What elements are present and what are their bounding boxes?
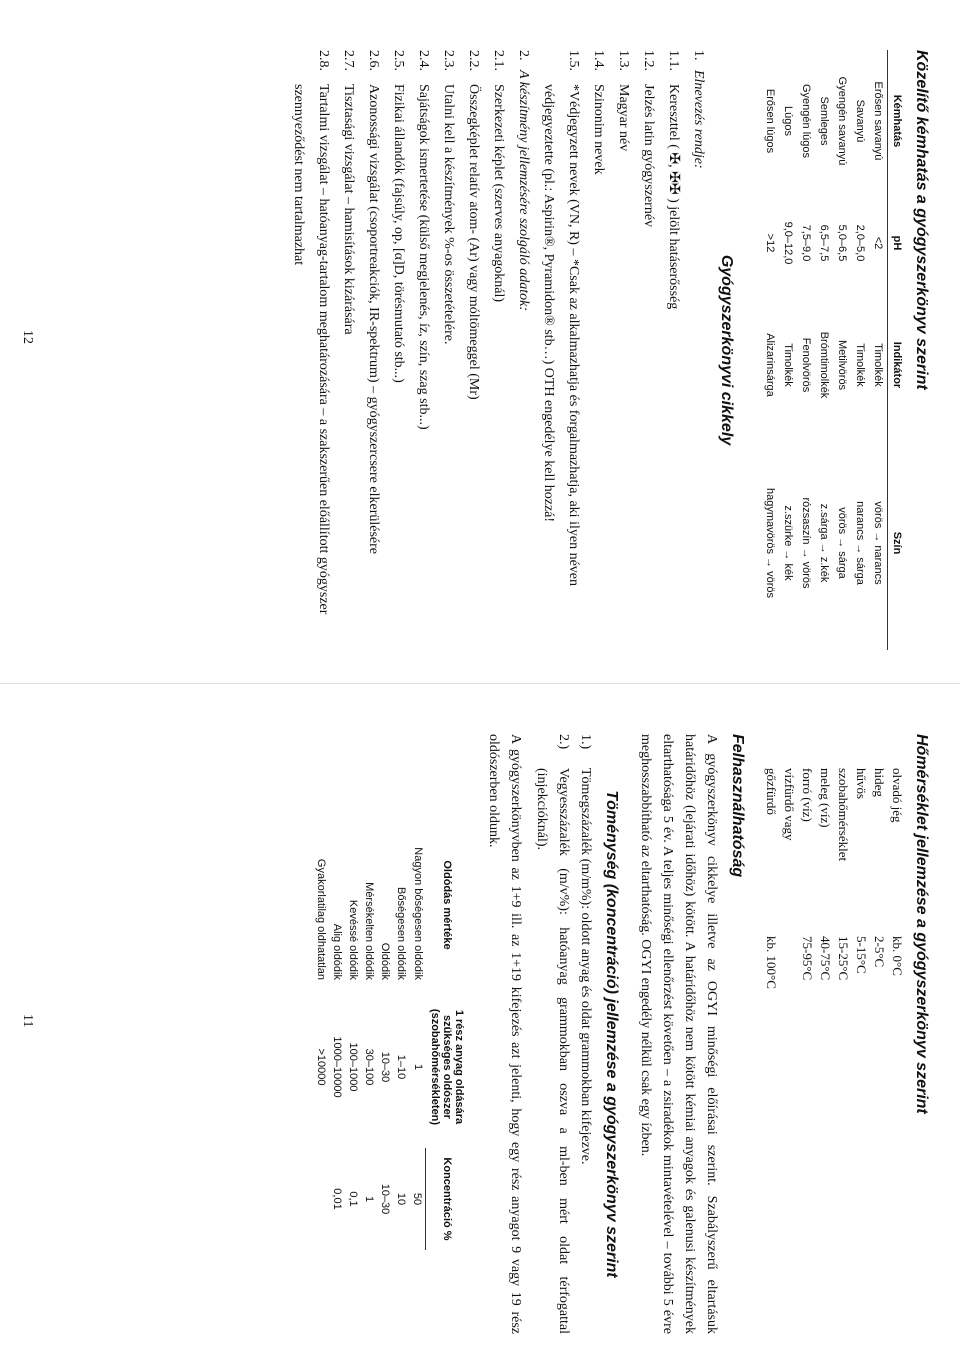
temperature-name: gőzfürdő: [764, 768, 779, 815]
ph-row: [761, 50, 779, 650]
page-divider: [0, 683, 960, 684]
ph-value: 7,5–9,0: [800, 224, 812, 262]
ph-value: 5,0–6,5: [836, 224, 848, 262]
sol-header-solvent: 1 rész anyag oldására szükséges oldószer (szobahőmérsékleten): [429, 1008, 465, 1126]
ph-indikator: Timolkék: [872, 343, 884, 387]
article-item: [411, 50, 436, 650]
articles-list: [286, 50, 711, 650]
concentration-item: [530, 734, 574, 1334]
solubility-row: [410, 824, 427, 1250]
ph-kemhatas: Gyengén lúgos: [800, 84, 812, 158]
ph-szin: hagymavörös → vörös: [764, 487, 776, 599]
ph-header-ph: pH: [888, 192, 907, 294]
article-item-text: Fizikai állandók (fajsúly, op, [α]D, törésmutató stb...): [391, 84, 406, 383]
article-item-text: Szinonim nevek: [591, 84, 606, 175]
ph-row: [815, 50, 833, 650]
article-item-text: Kereszttel ( ✠, ✠✠ ) jelölt hatáserősség: [666, 84, 681, 310]
ph-indikator: Alizarinsárga: [764, 333, 776, 397]
temperature-row: [888, 764, 906, 993]
sol-degree: Kevéssé oldódik: [347, 899, 360, 980]
article-item-number: 1.2.: [641, 50, 656, 71]
article-item-number: 2.3.: [441, 50, 456, 71]
article-item-number: 2.: [516, 50, 531, 61]
sol-conc: [314, 1148, 330, 1250]
page-12: [0, 0, 960, 683]
temperature-row: [870, 764, 888, 993]
ph-row: [779, 50, 797, 650]
article-item-number: 2.4.: [416, 50, 431, 71]
solubility-row: [394, 824, 410, 1250]
ph-szin: narancs → sárga: [854, 501, 866, 585]
article-item: [286, 50, 336, 650]
temperature-value: 5-15°C: [854, 936, 869, 974]
article-item-number: 1.3.: [616, 50, 631, 71]
temperature-row: [762, 764, 780, 993]
sol-solvent: 100–1000: [347, 1042, 360, 1092]
sol-degree: Gyakorlatilag oldhatatlan: [315, 858, 328, 980]
article-item: [511, 50, 536, 650]
article-item-text: Sajátságok ismertetése (külső megjelenés, íz, szín, szag stb...): [416, 84, 431, 430]
article-item-text: Azonossági vizsgálat (csoportreakciók, IR-spektrum) – gyógyszercsere elkerülésére: [366, 84, 381, 554]
ph-value: 9,0–12,0: [782, 221, 794, 265]
sol-conc: 0,1: [347, 1191, 360, 1207]
article-item: [686, 50, 711, 650]
article-item-text: A készítmény jellemzésére szolgáló adatok:: [516, 70, 531, 312]
concentration-item-text: Vegyesszázalék (m/v%): hatóanyag grammokban oszva a ml-ben mért oldat térfogattal (injekcióknál).: [534, 768, 571, 1334]
article-item-text: Magyar név: [616, 84, 631, 152]
ph-indikator: Brómtimolkék: [818, 331, 830, 399]
temperature-value: kb. 0°C: [890, 936, 905, 976]
ph-kemhatas: Erősen savanyú: [872, 81, 884, 161]
solubility-row: [346, 824, 362, 1250]
article-item: [486, 50, 511, 650]
article-item-text: Tartalmi vizsgálat – hatóanyag-tartalom meghatározására – a szakszerűen előállított gyógyszer szennyeződést nem tartalmazhat: [291, 84, 331, 615]
temperature-name: meleg (víz): [818, 768, 833, 828]
ph-szin: rózsaszín → vörös: [800, 497, 812, 589]
article-item-number: 1.4.: [591, 50, 606, 71]
page-11: [0, 684, 960, 1367]
sol-header-conc: Koncentráció %: [426, 1148, 468, 1250]
sol-degree: Alig oldódik: [331, 923, 344, 980]
article-item-text: Tisztasági vizsgálat – hamisítások kizárására: [341, 84, 356, 335]
temperature-row: [852, 764, 870, 993]
sol-degree: Nagyon bőségesen oldódik: [411, 847, 424, 980]
ph-table: [761, 50, 906, 650]
ph-header-indikator: Indikátor: [888, 294, 907, 436]
sol-solvent: 1–10: [395, 1054, 408, 1080]
page-number: 11: [20, 1014, 35, 1028]
ph-szin: z.szürke → kék: [782, 505, 794, 581]
temperature-name: hűvös: [854, 768, 869, 800]
article-item: [386, 50, 411, 650]
concentration-list: [530, 734, 596, 1334]
article-item-number: 2.5.: [391, 50, 406, 71]
article-item-text: *Védjegyzett nevek (VN, R) – *Csak az alkalmazhatja és forgalmazhatja, aki ilyen néven védjegyeztette (pl.: Aspirin®, Pyramidon® stb…) OTH engedélye kell hozzá!: [541, 84, 581, 586]
ph-heading: Közelítő kémhatás a gyógyszerkönyv szerint: [913, 50, 930, 390]
ph-value: <2: [872, 236, 884, 250]
sol-solvent: 10–30: [379, 1051, 392, 1083]
temperature-value: 40-75°C: [818, 936, 833, 981]
article-item-number: 2.6.: [366, 50, 381, 71]
article-item: [461, 50, 486, 650]
sol-degree: Oldódik: [379, 942, 392, 980]
solubility-row: [362, 824, 378, 1250]
sol-solvent: 30–100: [363, 1048, 376, 1086]
article-item: [586, 50, 611, 650]
article-item: [436, 50, 461, 650]
article-item: [611, 50, 636, 650]
article-item: [336, 50, 361, 650]
temperature-name: szobahőmérséklet: [836, 768, 851, 862]
temperature-name: olvadó jég: [890, 768, 905, 823]
ph-header-kemhatas: Kémhatás: [888, 50, 907, 192]
ph-indikator: Timolkék: [854, 343, 866, 387]
usability-text: A gyógyszerkönyv cikkelye illetve az OGYI minőségi előírásai szerint. Szabályszerű eltartásuk határidőhöz (lejárati időhöz) kötött. A határidőhöz nem kötött kémiai anyagok és galenusi készítmények eltarthatósága 5 év. A teljes minőségi ellenőrzést követően – a zsiradékok mintavételével – további 5 évre meghosszabbítható az eltarthatóság. OGYI engedély nélkül csak egy ízben.: [638, 734, 719, 1334]
sol-solvent: 1000–10000: [331, 1036, 344, 1098]
article-item-number: 2.8.: [316, 50, 331, 71]
concentration-item-number: 1.): [578, 734, 593, 750]
ph-kemhatas: Savanyú: [854, 99, 866, 143]
article-item-number: 2.7.: [341, 50, 356, 71]
sol-conc: 10–30: [379, 1183, 392, 1215]
article-item: [636, 50, 661, 650]
sol-conc: 50: [411, 1192, 424, 1206]
temperature-name: vízfürdő vagy: [782, 768, 797, 841]
sol-conc: 1: [363, 1195, 376, 1203]
temperature-heading: Hőmérséklet jellemzése a gyógyszerkönyv szerint: [913, 734, 930, 1114]
article-item: [536, 50, 586, 650]
sol-solvent: 1: [411, 1063, 424, 1071]
ph-row: [797, 50, 815, 650]
ph-indikator: Timolkék: [782, 343, 794, 387]
ph-row: [851, 50, 869, 650]
concentration-item: [574, 734, 596, 1334]
temperature-value: [780, 932, 798, 993]
ph-indikator: Metilvörös: [836, 339, 848, 391]
sol-conc: 0,01: [331, 1188, 344, 1210]
ph-row: [869, 50, 888, 650]
ph-row: [833, 50, 851, 650]
temperature-row: [780, 764, 798, 993]
temperature-name: forró (víz): [800, 768, 815, 822]
temperature-value: 75-95°C: [800, 936, 815, 981]
ph-szin: vörös → sárga: [836, 507, 848, 579]
ph-szin: vörös → narancs: [872, 501, 884, 585]
sol-degree: Mérsékelten oldódik: [363, 882, 376, 980]
ph-kemhatas: Semleges: [818, 96, 830, 146]
ph-kemhatas: Erősen lúgos: [764, 88, 776, 154]
ph-szin: z.sárga → z.kék: [818, 503, 830, 583]
ph-value: >12: [764, 233, 776, 253]
page-number: 12: [20, 330, 35, 344]
temperature-name: hideg: [872, 768, 887, 797]
temperature-row: [816, 764, 834, 993]
article-item-number: 2.2.: [466, 50, 481, 71]
solubility-row: [378, 824, 394, 1250]
article-item-text: Elnevezés rendje:: [691, 70, 706, 169]
concentration-heading: Töménység (koncentráció) jellemzése a gyógyszerkönyv szerint: [603, 790, 620, 1278]
ph-kemhatas: Lúgos: [782, 106, 794, 136]
article-item-text: Jelzés latin gyógyszernév: [641, 84, 656, 228]
solubility-table: [314, 824, 469, 1250]
sol-degree: Bőségesen oldódik: [395, 887, 408, 980]
ph-header-szin: Szín: [888, 436, 907, 650]
concentration-item-text: Tömegszázalék (m/m%): oldott anyag és oldat grammokban kifejezve.: [578, 768, 593, 1165]
article-item-text: Utalni kell a készítmények %-os összetételére.: [441, 84, 456, 345]
ph-indikator: Fenolvörös: [800, 337, 812, 393]
sol-header-degree: Oldódás mértéke: [441, 860, 453, 950]
ph-value: 2,0–5,0: [854, 224, 866, 262]
sol-solvent: >10000: [315, 1048, 328, 1086]
article-item-text: Összegképlet relatív atom- (Ar) vagy móltömeggel (Mr): [466, 84, 481, 400]
temperature-table: [762, 764, 906, 993]
ph-value: 6,5–7,5: [818, 224, 830, 262]
solubility-row: [314, 824, 330, 1250]
articles-heading: Gyógyszerkönyvi cikkely: [718, 254, 735, 446]
sol-conc: 10: [395, 1192, 408, 1206]
article-item-number: 2.1.: [491, 50, 506, 71]
article-item-number: 1.5.: [566, 50, 581, 71]
ph-kemhatas: Gyengén savanyú: [836, 76, 848, 166]
temperature-row: [798, 764, 816, 993]
article-item-text: Szerkezeti képlet (szerves anyagoknál): [491, 84, 506, 303]
article-item-number: 1.: [691, 50, 706, 61]
concentration-item-number: 2.): [556, 734, 571, 750]
article-item: [661, 50, 686, 650]
temperature-value: 15-25°C: [836, 936, 851, 981]
concentration-text: A gyógyszerkönyvben az 1+9 ill. az 1+19 kifejezés azt jelenti, hogy egy rész anyagot 9 vagy 19 rész oldószerben oldunk.: [486, 734, 523, 1334]
temperature-value: 2-5°C: [872, 936, 887, 968]
article-item-number: 1.1.: [666, 50, 681, 71]
usability-heading: Felhasználhatóság: [729, 734, 746, 878]
temperature-value: kb. 100°C: [764, 936, 779, 989]
article-item: [361, 50, 386, 650]
temperature-row: [834, 764, 852, 993]
solubility-row: [330, 824, 346, 1250]
